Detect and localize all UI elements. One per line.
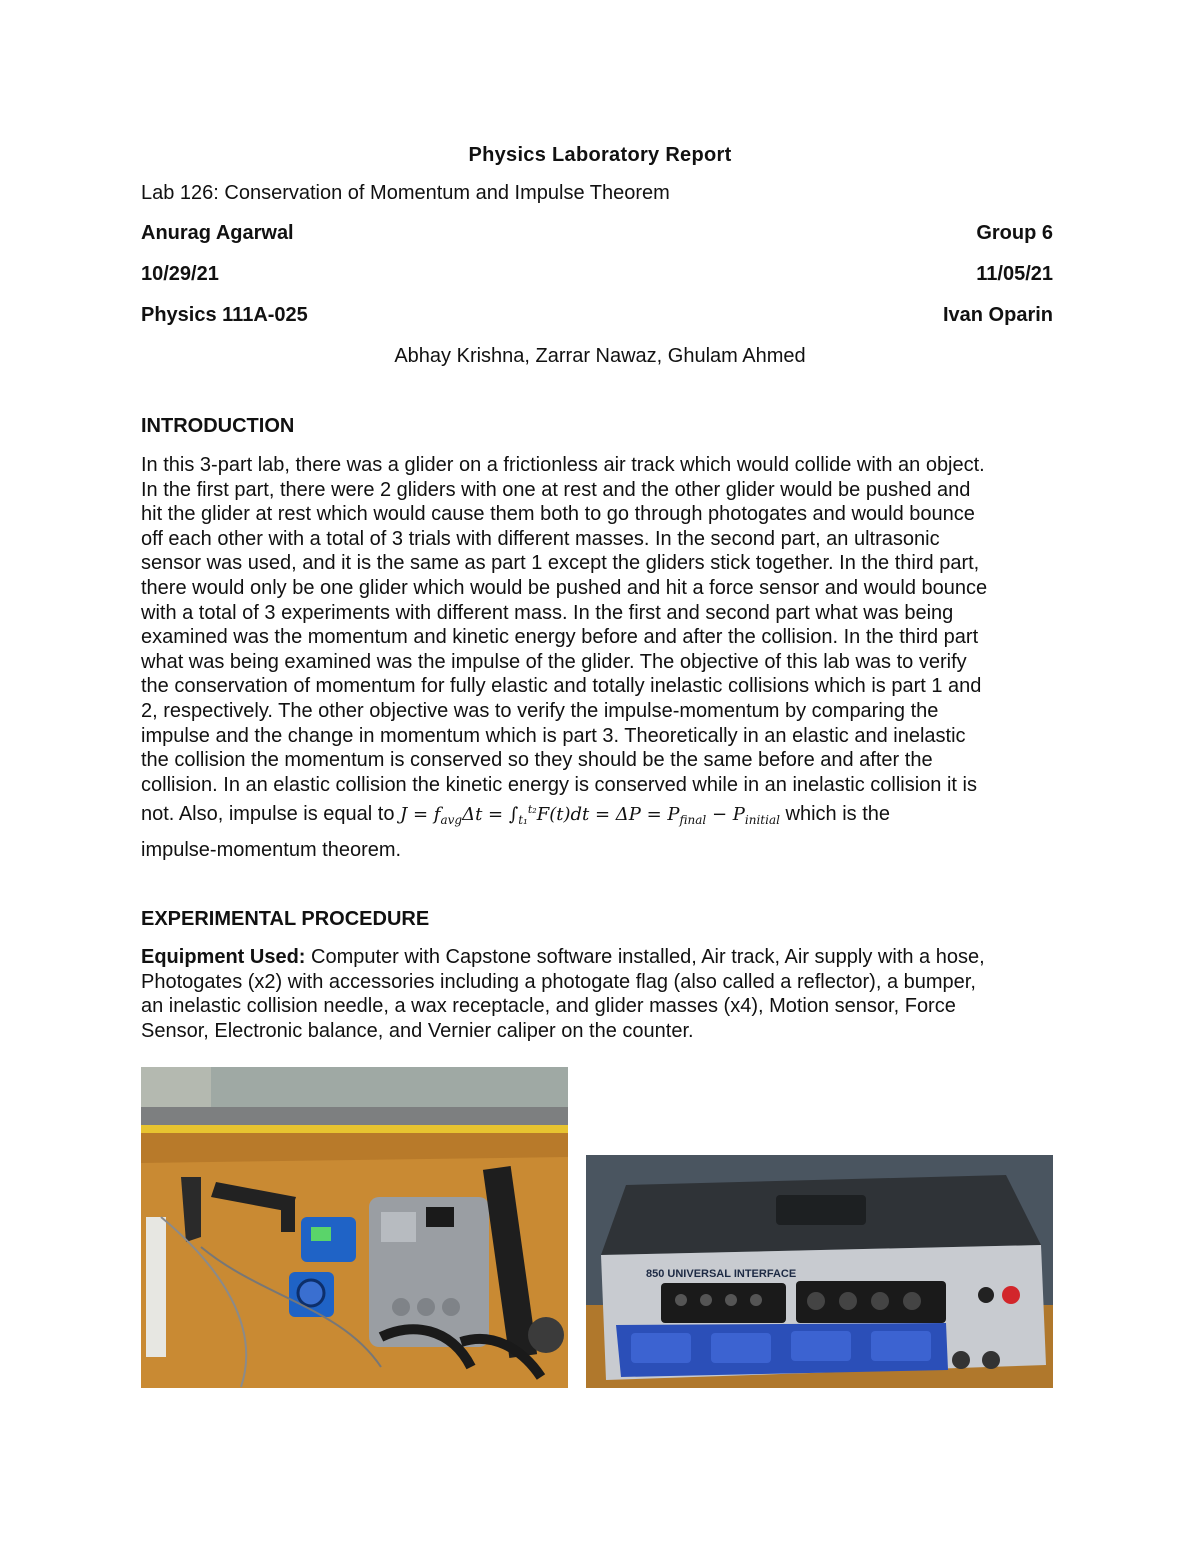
intro-line: what was being examined was the impulse of the glider. The objective of this lab was to verify (141, 650, 967, 673)
date-performed: 10/29/21 (141, 263, 219, 285)
equipment-photo-graphic (141, 1067, 568, 1388)
interface-photo-graphic (586, 1155, 1053, 1388)
intro-line: there would only be one glider which would be pushed and hit a force sensor and would bounce (141, 576, 988, 599)
course-name: Physics 111A-025 (141, 304, 308, 326)
equipment-label: Equipment Used: (141, 946, 306, 968)
lab-title: Lab 126: Conservation of Momentum and Impulse Theorem (141, 182, 670, 204)
equipment-line: Photogates (x2) with accessories including a photogate flag (also called a reflector), a bumper, (141, 970, 976, 993)
intro-line: with a total of 3 experiments with different mass. In the first and second part what was being (141, 601, 954, 624)
formula-prefix: not. Also, impulse is equal to (141, 803, 395, 825)
intro-line: 2, respectively. The other objective was to verify the impulse-momentum by comparing the (141, 699, 939, 722)
intro-line: In the first part, there were 2 gliders with one at rest and the other glider would be pushed and (141, 478, 971, 501)
equipment-paragraph (141, 945, 1061, 1043)
intro-line: impulse and the change in momentum which is part 3. Theoretically in an elastic and inelastic (141, 724, 966, 747)
equipment-line: an inelastic collision needle, a wax receptacle, and glider masses (x4), Motion sensor, Force (141, 995, 956, 1018)
intro-line: hit the glider at rest which would cause them both to go through photogates and would bounce (141, 503, 975, 526)
intro-last-line: impulse-momentum theorem. (141, 839, 402, 861)
intro-line: In this 3-part lab, there was a glider on a frictionless air track which would collide with an object. (141, 454, 985, 476)
interface-label: 850 UNIVERSAL INTERFACE (646, 1268, 797, 1280)
equipment-first-line (141, 945, 1061, 970)
intro-line: examined was the momentum and kinetic energy before and after the collision. In the third part (141, 626, 979, 649)
instructor-name: Ivan Oparin (942, 304, 1053, 326)
lab-partners: Abhay Krishna, Zarrar Nawaz, Ghulam Ahmed (394, 345, 806, 367)
interface-photo (586, 1155, 1053, 1388)
date-due: 11/05/21 (976, 263, 1053, 285)
formula-suffix: which is the (785, 803, 890, 825)
group-number: Group 6 (976, 222, 1053, 244)
report-title: Physics Laboratory Report (468, 144, 732, 166)
introduction-paragraph (141, 453, 1061, 797)
procedure-heading: EXPERIMENTAL PROCEDURE (141, 908, 430, 930)
equipment-text: Computer with Capstone software installed, Air track, Air supply with a hose, (311, 946, 985, 968)
introduction-heading: INTRODUCTION (141, 415, 295, 437)
intro-line: off each other with a total of 3 trials with different masses. In the second part, an ultrasonic (141, 527, 940, 550)
intro-line: the collision the momentum is conserved so they should be the same before and after the (141, 749, 933, 772)
intro-line: sensor was used, and it is the same as part 1 except the gliders stick together. In the third part, (141, 552, 980, 575)
impulse-formula: $J = f_{avg}\Delta t = \int_{t_1}^{t_2}F(t)dt = \Delta P = P_{final} - P_{initial}$ (400, 803, 780, 827)
formula-line (141, 803, 890, 827)
intro-line: the conservation of momentum for fully elastic and totally inelastic collisions which is part 1 and (141, 675, 982, 698)
intro-line: collision. In an elastic collision the kinetic energy is conserved while in an inelastic collision it is (141, 773, 977, 796)
equipment-photo (141, 1067, 568, 1388)
author-name: Anurag Agarwal (141, 222, 294, 244)
equipment-line: Sensor, Electronic balance, and Vernier caliper on the counter. (141, 1019, 694, 1042)
